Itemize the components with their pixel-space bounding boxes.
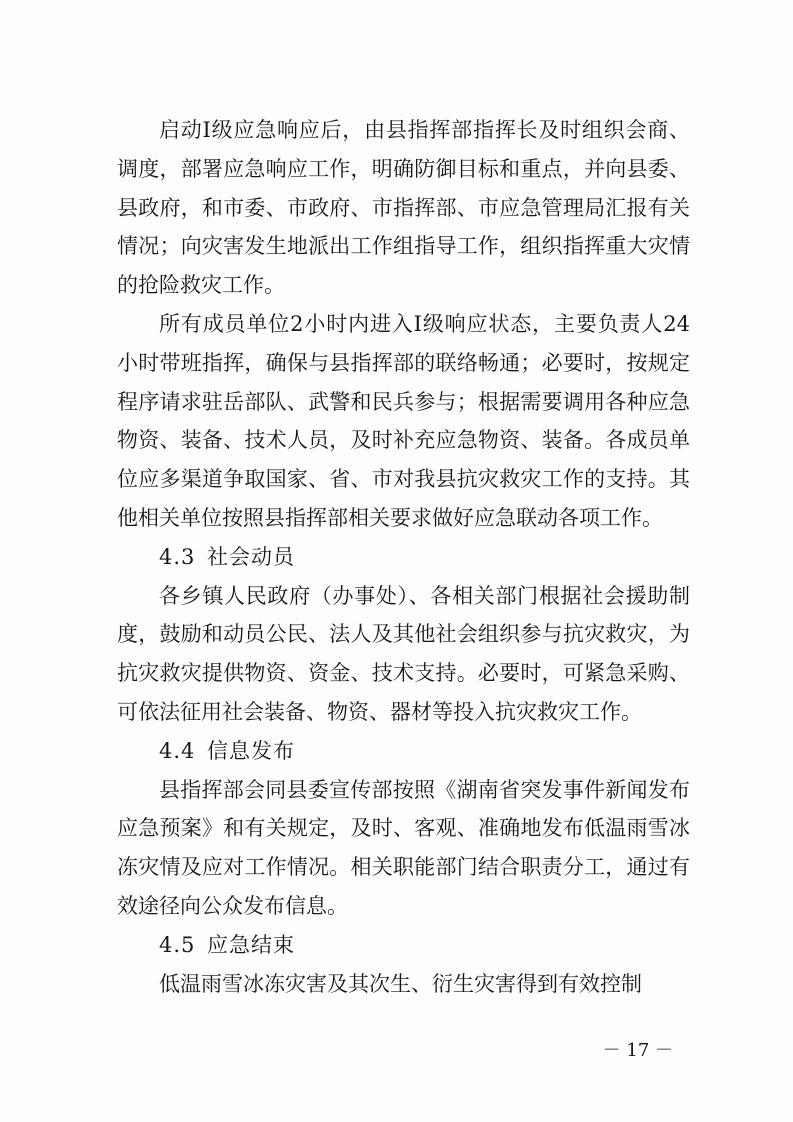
paragraph-social-mobilization: 各乡镇人民政府（办事处）、各相关部门根据社会援助制度，鼓励和动员公民、法人及其他社会组织参与抗灾救灾，为抗灾救灾提供物资、资金、技术支持。必要时，可紧急采购、可依法征用社会装备、物资、器材等投入抗灾救灾工作。 — [117, 583, 690, 724]
section-title: 应急结束 — [207, 932, 295, 957]
document-body — [117, 111, 690, 1003]
paragraph-information-release: 县指挥部会同县委宣传部按照《湖南省突发事件新闻发布应急预案》和有关规定，及时、客观、准确地发布低温雨雪冰冻灾情及应对工作情况。相关职能部门结合职责分工，通过有效途径向公众发布信息。 — [117, 777, 690, 918]
section-title: 信息发布 — [207, 738, 295, 763]
section-heading-4-4 — [117, 732, 690, 771]
page-number — [0, 1040, 793, 1062]
section-number: 4.4 — [159, 738, 196, 763]
section-title: 社会动员 — [207, 544, 295, 569]
paragraph-member-units: 所有成员单位2小时内进入Ⅰ级响应状态，主要负责人24小时带班指挥，确保与县指挥部的联络畅通；必要时，按规定程序请求驻岳部队、武警和民兵参与；根据需要调用各种应急物资、装备、技术人员，及时补充应急物资、装备。各成员单位应多渠道争取国家、省、市对我县抗灾救灾工作的支持。其他相关单位按照县指挥部相关要求做好应急联动各项工作。 — [117, 311, 690, 530]
section-number: 4.3 — [159, 544, 196, 569]
paragraph-level1-response: 启动Ⅰ级应急响应后，由县指挥部指挥长及时组织会商、调度，部署应急响应工作，明确防御目标和重点，并向县委、县政府，和市委、市政府、市指挥部、市应急管理局汇报有关情况；向灾害发生地派出工作组指导工作，组织指挥重大灾情的抢险救灾工作。 — [117, 118, 690, 298]
page-number-text: － 17 － — [602, 1040, 673, 1061]
section-heading-4-5 — [117, 926, 690, 965]
paragraph-emergency-end: 低温雨雪冰冻灾害及其次生、衍生灾害得到有效控制 — [159, 971, 642, 996]
section-number: 4.5 — [159, 932, 196, 957]
section-heading-4-3 — [117, 538, 690, 577]
